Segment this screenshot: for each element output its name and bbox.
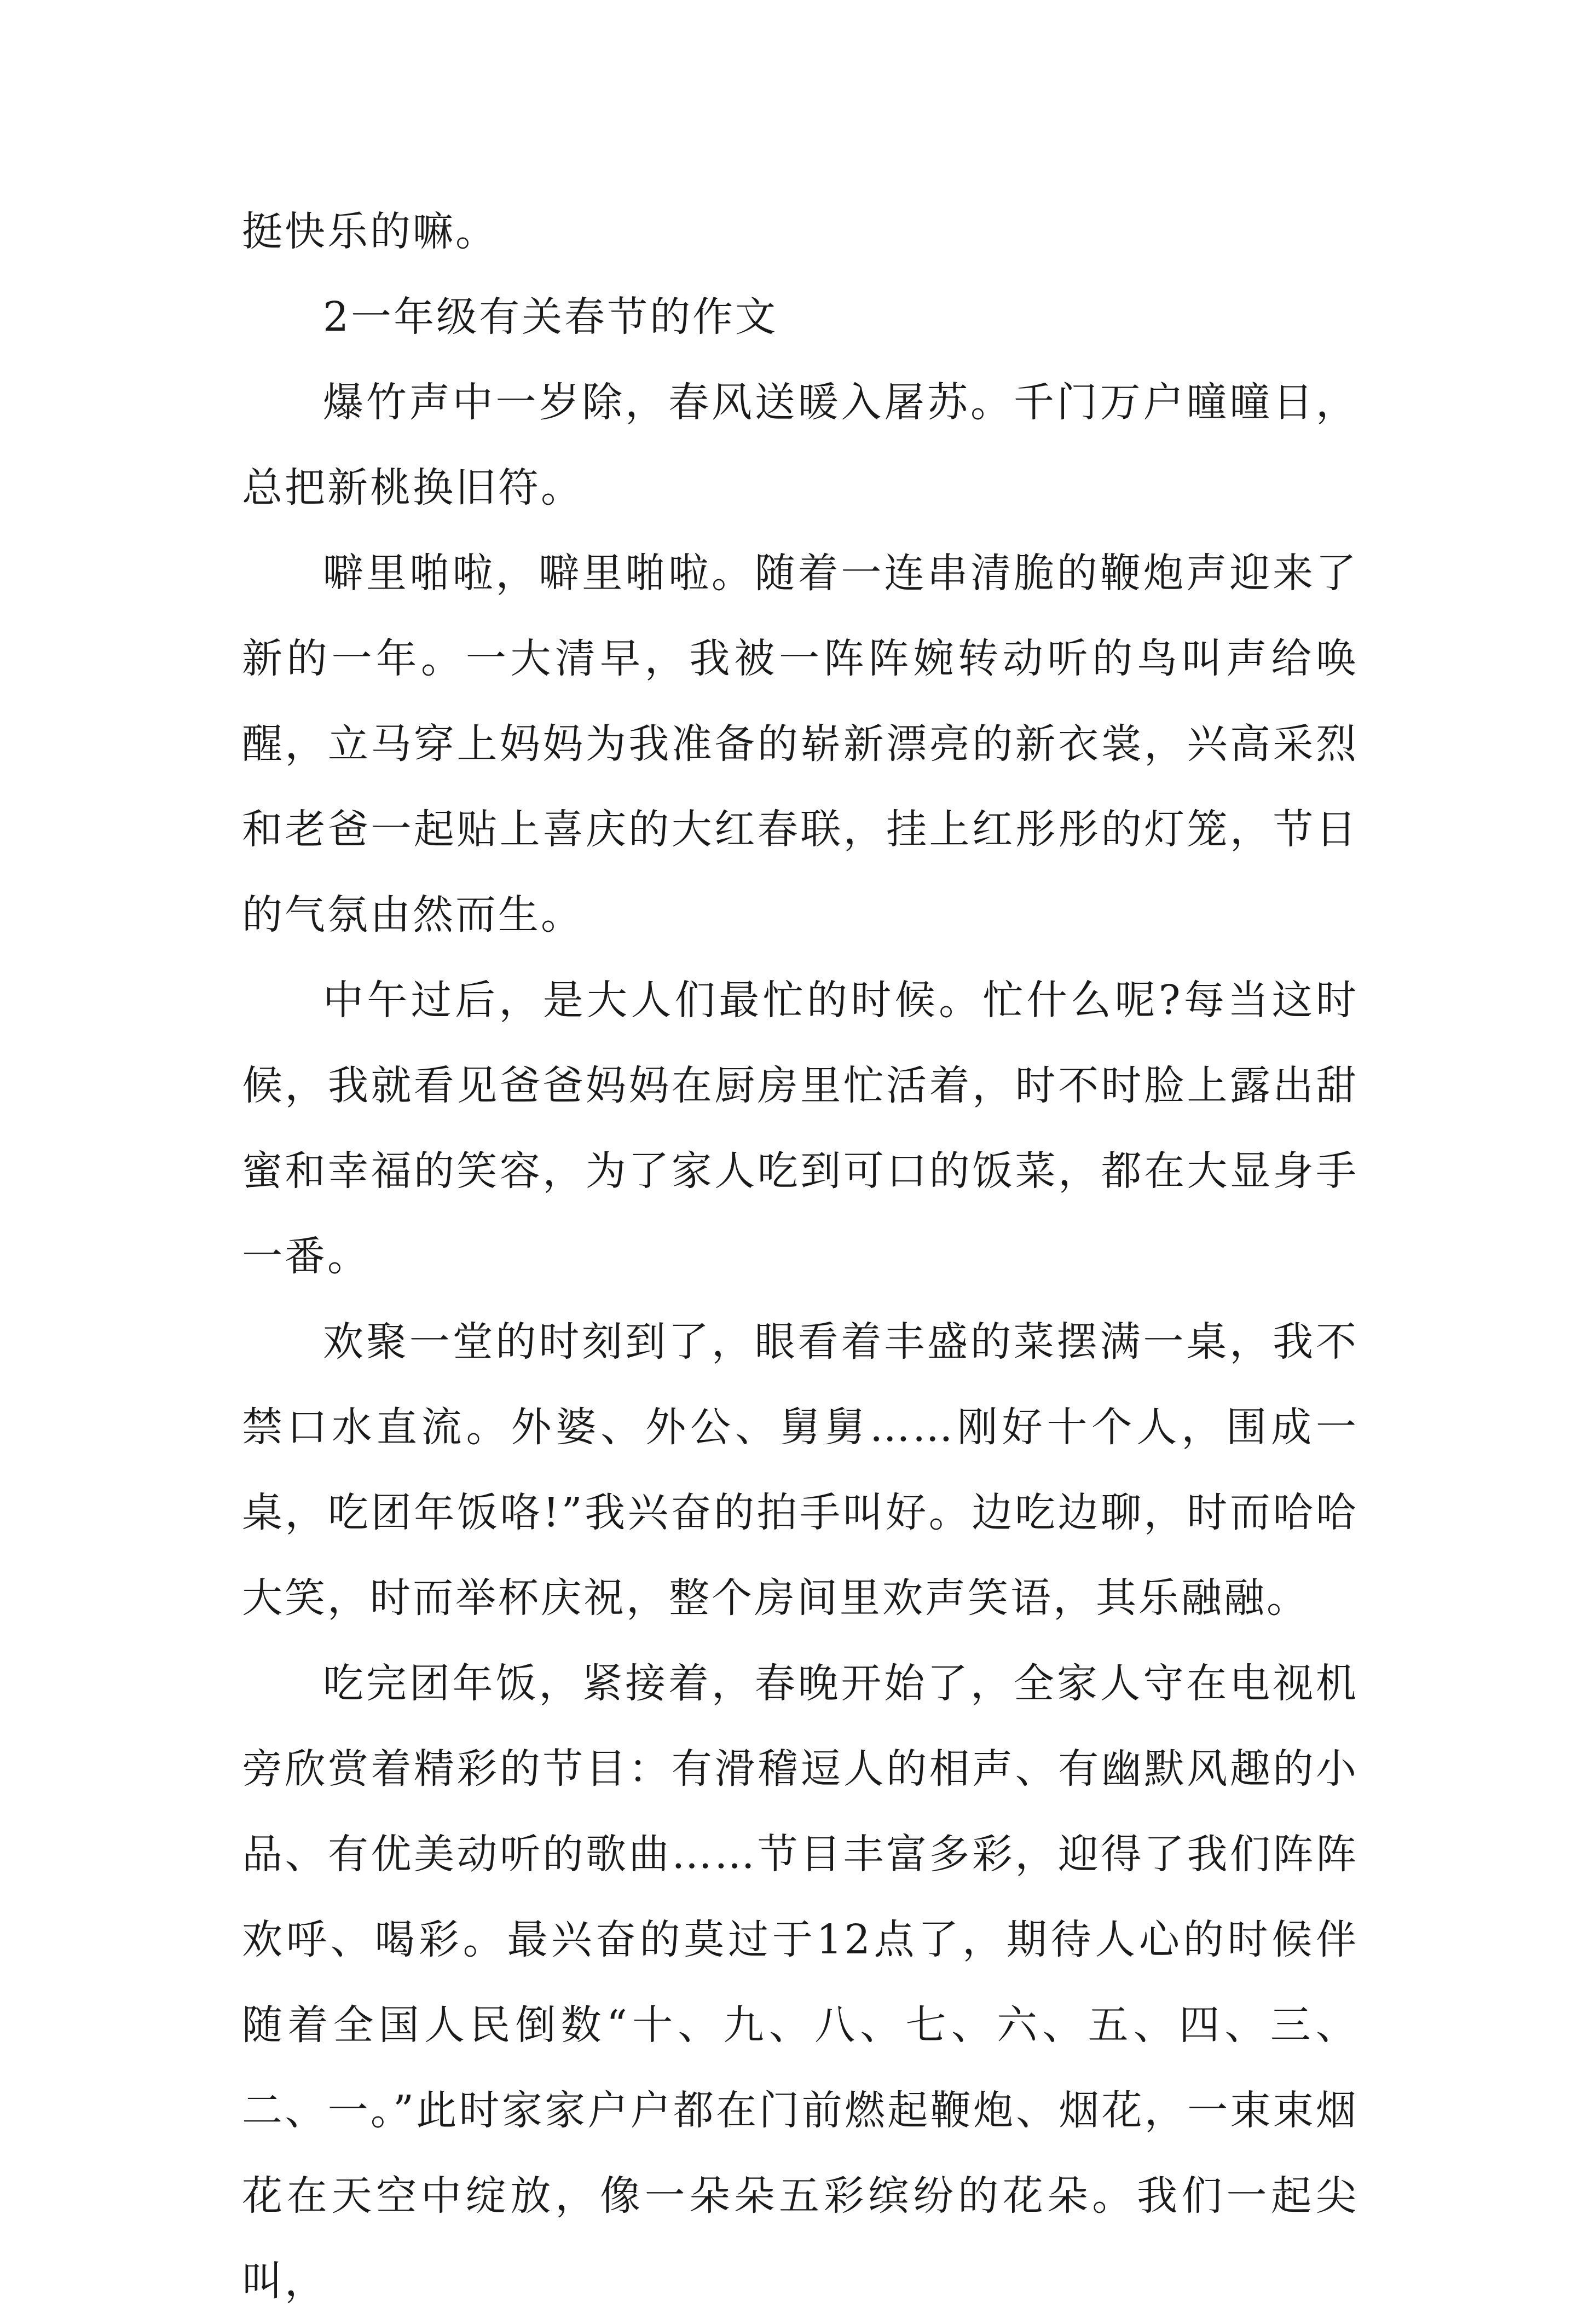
- paragraph-continuation: 挺快乐的嘛。: [242, 208, 498, 255]
- paragraph-noon: 中午过后，是大人们最忙的时候。忙什么呢?每当这时候，我就看见爸爸妈妈在厨房里忙活着，时不时脸上露出甜蜜和幸福的笑容，为了家人吃到可口的饭菜，都在大显身手一番。: [242, 977, 1358, 1280]
- paragraph-reunion-dinner: 欢聚一堂的时刻到了，眼看着丰盛的菜摆满一桌，我不禁口水直流。外婆、外公、舅舅……刚好十个人，围成一桌，吃团年饭咯!”我兴奋的拍手叫好。边吃边聊，时而哈哈大笑，时而举杯庆祝，整个房间里欢声笑语，其乐融融。: [242, 1318, 1358, 1622]
- paragraph-morning: 噼里啪啦，噼里啪啦。随着一连串清脆的鞭炮声迎来了新的一年。一大清早，我被一阵阵婉转动听的鸟叫声给唤醒，立马穿上妈妈为我准备的崭新漂亮的新衣裳，兴高采烈和老爸一起贴上喜庆的大红春联，挂上红彤彤的灯笼，节日的气氛由然而生。: [242, 550, 1358, 938]
- essay-body: [242, 189, 1358, 2324]
- paragraph-spring-gala: 吃完团年饭，紧接着，春晚开始了，全家人守在电视机旁欣赏着精彩的节目：有滑稽逗人的相声、有幽默风趣的小品、有优美动听的歌曲……节目丰富多彩，迎得了我们阵阵欢呼、喝彩。最兴奋的莫过于12点了，期待人心的时候伴随着全国人民倒数“十、九、八、七、六、五、四、三、二、一。”此时家家户户都在门前燃起鞭炮、烟花，一束束烟花在天空中绽放，像一朵朵五彩缤纷的花朵。我们一起尖叫，: [242, 1660, 1358, 2305]
- paragraph-poem: 爆竹声中一岁除，春风送暖入屠苏。千门万户曈曈日，总把新桃换旧符。: [242, 379, 1358, 511]
- essay-title: 2一年级有关春节的作文: [323, 293, 778, 341]
